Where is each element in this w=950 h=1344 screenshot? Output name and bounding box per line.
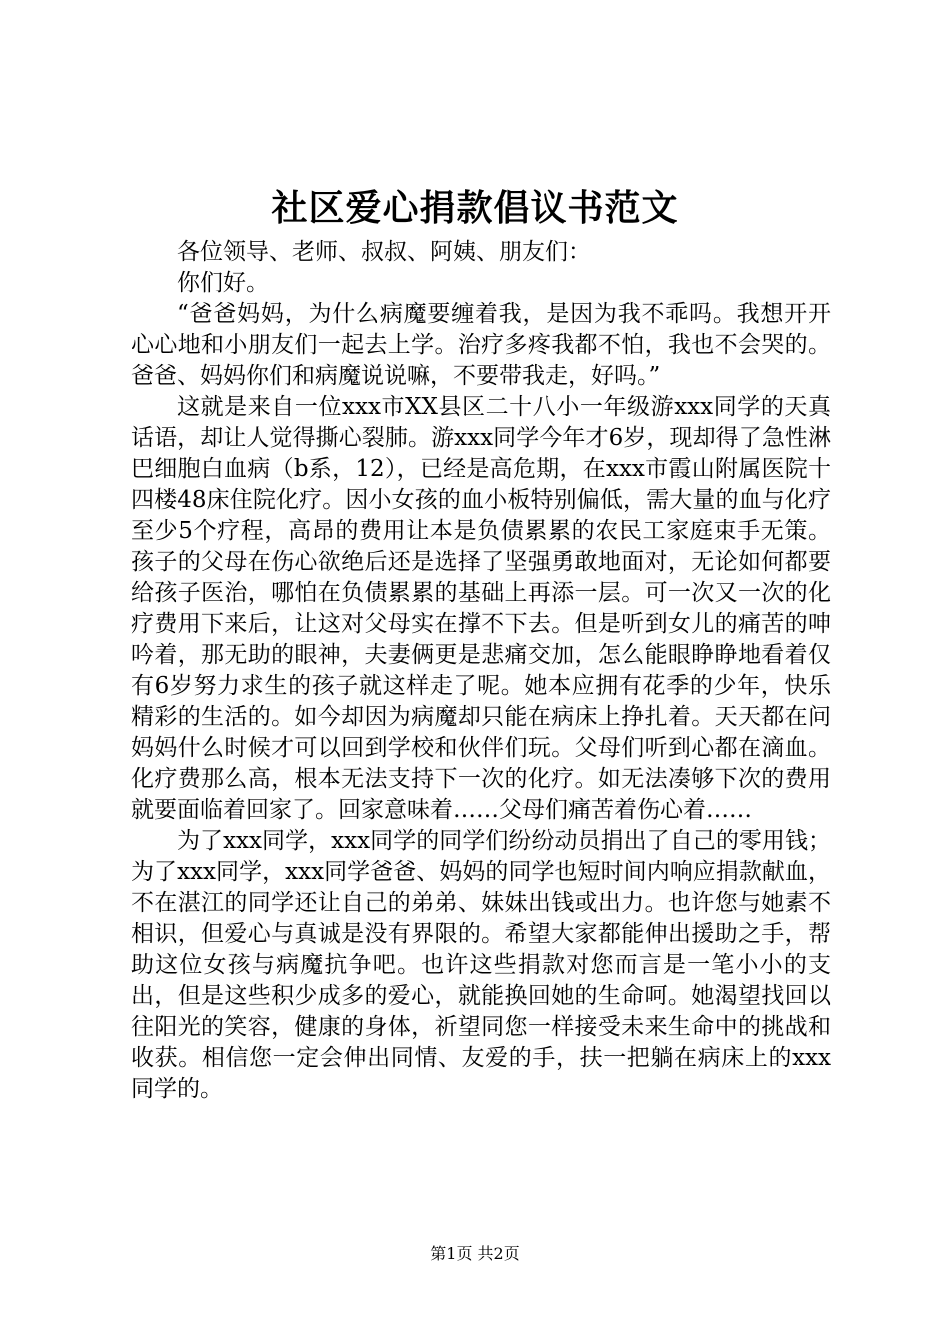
document-body: [131, 237, 831, 1105]
appeal-paragraph: 为了xxx同学，xxx同学的同学们纷纷动员捐出了自己的零用钱；为了xxx同学，xxx同学爸爸、妈妈的同学也短时间内响应捐款献血，不在湛江的同学还让自己的弟弟、妹妹出钱或出力。也许您与她素不相识，但爱心与真诚是没有界限的。希望大家都能伸出援助之手，帮助这位女孩与病魔抗争吧。也许这些捐款对您而言是一笔小小的支出，但是这些积少成多的爱心，就能换回她的生命呵。她渴望找回以往阳光的笑容，健康的身体，祈望同您一样接受未来生命中的挑战和收获。相信您一定会伸出同情、友爱的手，扶一把躺在病床上的xxx同学的。: [131, 828, 831, 1102]
story-paragraph: 这就是来自一位xxx市XX县区二十八小一年级游xxx同学的天真话语，却让人觉得撕心裂肺。游xxx同学今年才6岁，现却得了急性淋巴细胞白血病（b系，12），已经是高危期，在xxx市霞山附属医院十四楼48床住院化疗。因小女孩的血小板特别偏低，需大量的血与化疗至少5个疗程，高昂的费用让本是负债累累的农民工家庭束手无策。孩子的父母在伤心欲绝后还是选择了坚强勇敢地面对，无论如何都要给孩子医治，哪怕在负债累累的基础上再添一层。可一次又一次的化疗费用下来后，让这对父母实在撑不下去。但是听到女儿的痛苦的呻吟着，那无助的眼神，夫妻俩更是悲痛交加，怎么能眼睁睁地看着仅有6岁努力求生的孩子就这样走了呢。她本应拥有花季的少年，快乐精彩的生活的。如今却因为病魔却只能在病床上挣扎着。天天都在问妈妈什么时候才可以回到学校和伙伴们玩。父母们听到心都在滴血。化疗费那么高，根本无法支持下一次的化疗。如无法凑够下次的费用就要面临着回家了。回家意味着……父母们痛苦着伤心着……: [131, 394, 831, 823]
salutation: 各位领导、老师、叔叔、阿姨、朋友们：: [177, 239, 591, 265]
quote-paragraph: “爸爸妈妈，为什么病魔要缠着我，是因为我不乖吗。我想开开心心地和小朋友们一起去上学。治疗多疼我都不怕，我也不会哭的。爸爸、妈妈你们和病魔说说嘛，不要带我走，好吗。”: [131, 301, 831, 389]
document-title: 社区爱心捐款倡议书范文: [271, 187, 679, 229]
page-number-footer: 第1页 共2页: [430, 1244, 520, 1263]
greeting: 你们好。: [177, 270, 269, 296]
